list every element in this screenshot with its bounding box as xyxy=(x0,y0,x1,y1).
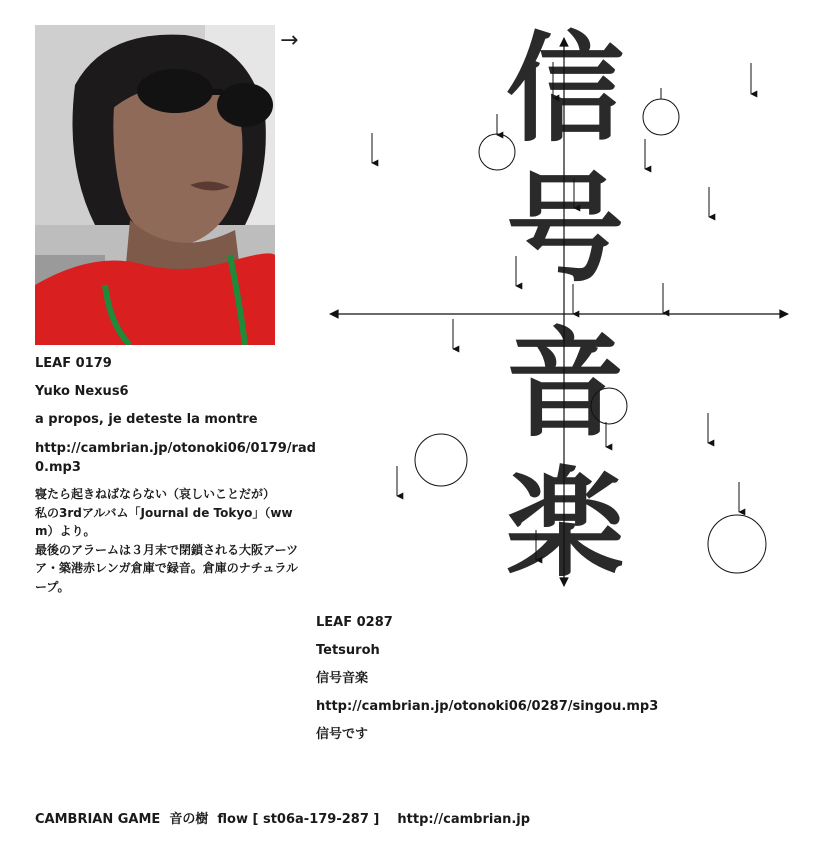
leaf-title: 信号音楽 xyxy=(316,671,369,686)
leaf-author: Yuko Nexus6 xyxy=(35,384,129,399)
calligraphy-char: 音 xyxy=(505,314,625,453)
calligraphy-char: 号 xyxy=(505,159,625,298)
leaf-link-arrow: → xyxy=(280,28,299,53)
leaf-audio-link[interactable] xyxy=(35,439,317,477)
leaf-description: 信号です xyxy=(316,727,369,742)
desc-line: 最後のアラームは３月末で閉鎖される大阪アーツ xyxy=(35,542,299,557)
leaf-audio-link-line2[interactable]: 0.mp3 xyxy=(35,460,81,475)
desc-line: 寝たら起きねばならない（哀しいことだが） xyxy=(35,487,276,501)
leaf-0287-info xyxy=(316,614,816,754)
calligraphy-char: 信 xyxy=(505,20,625,158)
desc-line: m）より。 xyxy=(35,524,96,538)
leaf-id: LEAF 0179 xyxy=(35,356,112,371)
footer-credits: CAMBRIAN GAME 音の樹 flow [ st06a-179-287 ] http://cambrian.jp xyxy=(35,812,531,827)
desc-line: ープ。 xyxy=(35,579,70,594)
desc-line: 私の3rdアルバム「Journal de Tokyo」（ww xyxy=(35,505,293,520)
leaf-description xyxy=(35,485,317,596)
leaf-audio-link-line1[interactable]: http://cambrian.jp/otonoki06/0179/rad xyxy=(35,441,316,456)
leaf-author: Tetsuroh xyxy=(316,643,380,658)
leaf-0179-info xyxy=(35,355,317,596)
leaf-0179-photo xyxy=(35,25,275,345)
signal-music-diagram xyxy=(320,20,800,600)
leaf-audio-link[interactable]: http://cambrian.jp/otonoki06/0287/singou.mp3 xyxy=(316,699,659,714)
signal-circle xyxy=(643,99,679,135)
calligraphy-char: 楽 xyxy=(505,454,625,593)
leaf-title: a propos, je deteste la montre xyxy=(35,412,258,427)
signal-circle xyxy=(415,434,467,486)
desc-line: ア・築港赤レンガ倉庫で録音。倉庫のナチュラル xyxy=(35,561,298,575)
leaf-id: LEAF 0287 xyxy=(316,615,393,630)
signal-circle xyxy=(708,515,766,573)
